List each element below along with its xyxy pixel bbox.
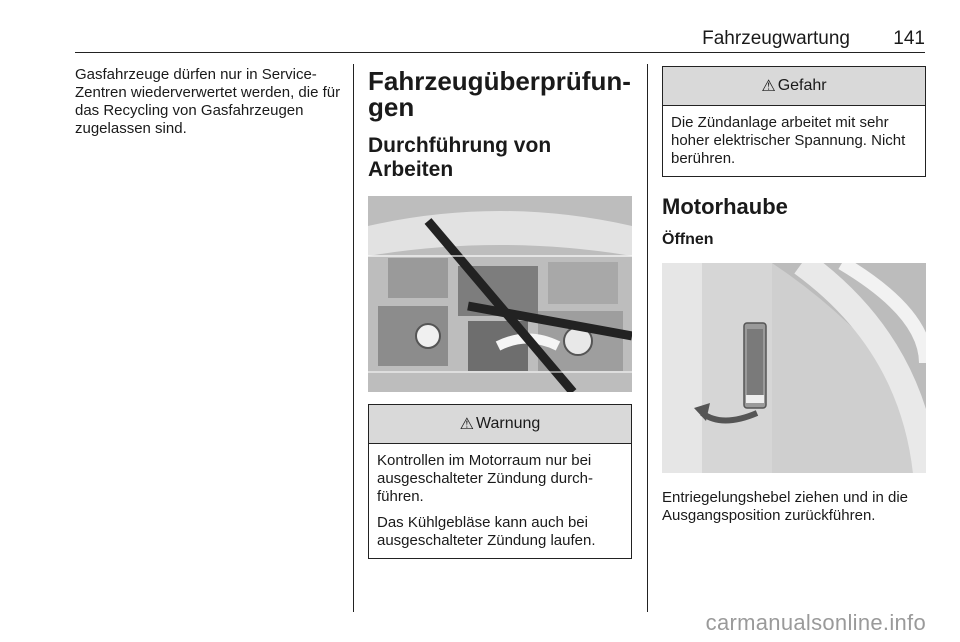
warning-title: Warnung (476, 415, 541, 432)
warning-box (368, 404, 632, 559)
column-right (662, 66, 926, 525)
warning-paragraph: Das Kühlgebläse kann auch bei ausgeschalteter Zündung laufen. (377, 514, 596, 549)
column-middle (368, 66, 632, 559)
danger-title: Gefahr (777, 77, 827, 94)
column-left (75, 66, 345, 138)
warning-body (369, 444, 631, 558)
danger-paragraph: Die Zündanlage arbeitet mit sehr hoher elektrischer Spannung. Nicht berühren. (671, 114, 906, 167)
hood-release-lever-illustration (662, 263, 926, 473)
motorhaube-heading: Motorhaube (662, 194, 788, 219)
recycling-paragraph: Gasfahrzeuge dürfen nur in Service-Zentren wiederverwertet werden, die für das Recycling von Gasfahrzeugen zugelassen sind. (75, 66, 341, 137)
warning-triangle-icon: ⚠ (761, 78, 776, 95)
column-divider (647, 64, 648, 612)
subsection-heading: Durchführung von Arbeiten (368, 134, 552, 181)
warning-paragraph: Kontrollen im Motorraum nur bei ausgeschalteter Zündung durch-führen. (377, 452, 593, 505)
danger-header (663, 67, 925, 106)
hood-release-caption: Entriegelungshebel ziehen und in die Ausgangsposition zurückführen. (662, 489, 909, 524)
warning-triangle-icon: ⚠ (459, 416, 474, 433)
page-header (75, 28, 925, 53)
watermark: carmanualsonline.info (705, 610, 926, 635)
section-title: Fahrzeugwartung (702, 28, 850, 49)
danger-box (662, 66, 926, 177)
warning-header (369, 405, 631, 444)
page-number: 141 (893, 28, 925, 49)
column-divider (353, 64, 354, 612)
open-subheading: Öffnen (662, 231, 714, 248)
danger-body (663, 106, 925, 176)
section-heading: Fahrzeugüberprüfun-gen (368, 66, 631, 122)
engine-bay-illustration (368, 196, 632, 392)
